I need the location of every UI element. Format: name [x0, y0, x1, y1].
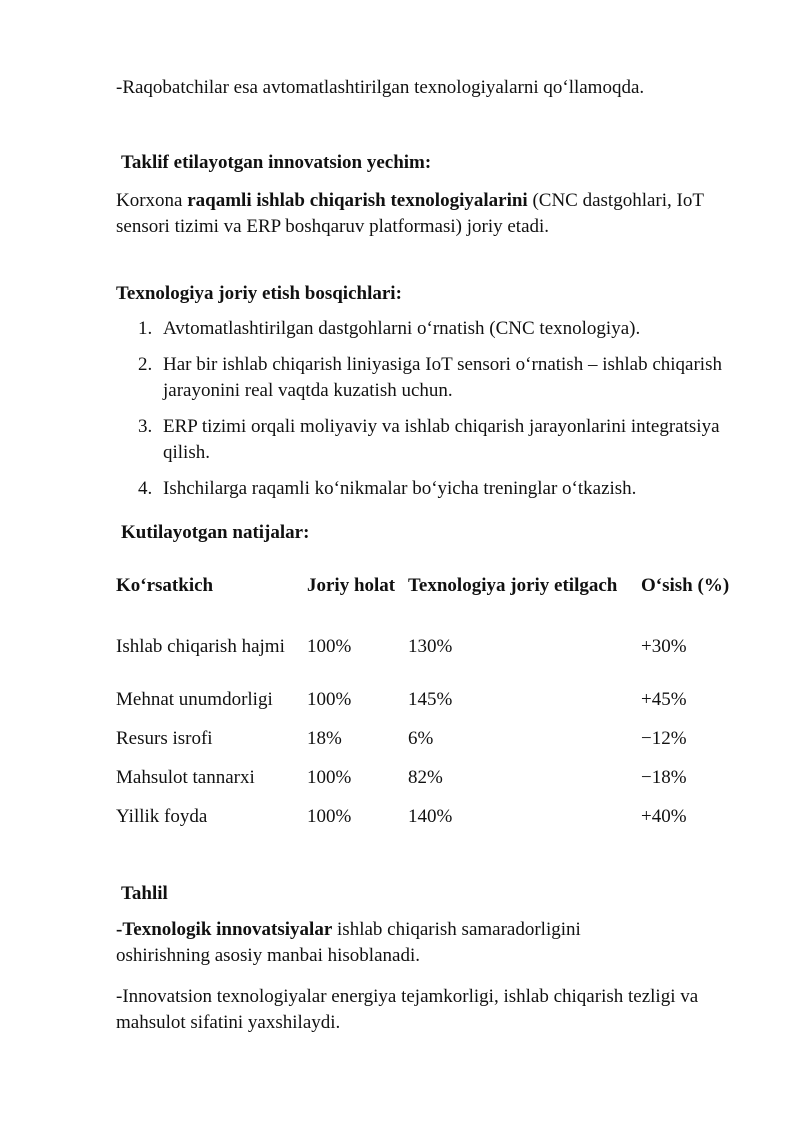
results-table [116, 558, 761, 836]
list-item [116, 352, 756, 404]
analysis-text-rest: ishlab chiqarish samaradorligini oshirishning asosiy manbai hisoblanadi. [116, 919, 581, 966]
table-row [116, 758, 761, 797]
results-heading: Kutilayotgan natijalar: [121, 522, 310, 543]
step-text: Har bir ishlab chiqarish liniyasiga IoT sensori o‘rnatish – ishlab chiqarish jarayonini real vaqtda kuzatish uchun. [163, 354, 722, 401]
steps-list [116, 316, 756, 512]
table-cell: Ishlab chiqarish hajmi [116, 636, 285, 657]
step-number: 1. [138, 318, 153, 339]
table-row [116, 680, 761, 719]
table-row [116, 614, 761, 680]
analysis-paragraph-1 [116, 917, 676, 969]
table-cell: 145% [408, 688, 453, 710]
list-item [116, 414, 756, 466]
analysis-heading: Tahlil [121, 883, 168, 904]
table-cell: +40% [641, 805, 687, 827]
table-cell: +30% [641, 636, 687, 657]
proposal-text-end: (CNC dastgohlari, IoT sensori tizimi va ERP boshqaruv platformasi) joriy etadi. [116, 190, 704, 237]
table-cell: 82% [408, 766, 443, 788]
step-text: Avtomatlashtirilgan dastgohlarni o‘rnatish (CNC texnologiya). [163, 318, 641, 339]
column-header: Ko‘rsatkich [116, 575, 214, 596]
table-header-row [116, 558, 761, 614]
table-cell: +45% [641, 688, 687, 710]
table-cell: Resurs isrofi [116, 727, 213, 749]
proposal-heading: Taklif etilayotgan innovatsion yechim: [121, 152, 432, 173]
step-text: ERP tizimi orqali moliyaviy va ishlab chiqarish jarayonlarini integratsiya qilish. [163, 416, 720, 463]
table-cell: 6% [408, 727, 434, 749]
analysis-text-bold: -Texnologik innovatsiyalar [116, 919, 333, 940]
column-header: Texnologiya joriy etilgach [408, 575, 618, 596]
proposal-paragraph [116, 188, 716, 240]
step-number: 4. [138, 478, 153, 499]
table-cell: 100% [307, 766, 352, 788]
column-header: O‘sish (%) [641, 575, 730, 596]
proposal-text-start: Korxona [116, 190, 188, 211]
table-cell: 130% [408, 636, 453, 657]
table-cell: Yillik foyda [116, 805, 208, 827]
list-item [116, 476, 756, 502]
table-cell: 100% [307, 636, 352, 657]
table-row [116, 797, 761, 836]
table-cell: 18% [307, 727, 342, 749]
step-number: 3. [138, 416, 153, 437]
table-cell: −12% [641, 727, 687, 749]
step-number: 2. [138, 354, 153, 375]
table-row [116, 719, 761, 758]
table-cell: Mehnat unumdorligi [116, 688, 273, 710]
analysis-paragraph-2: -Innovatsion texnologiyalar energiya tejamkorligi, ishlab chiqarish tezligi va mahsulot sifatini yaxshilaydi. [116, 986, 699, 1033]
step-text: Ishchilarga raqamli ko‘nikmalar bo‘yicha treninglar o‘tkazish. [163, 478, 637, 499]
column-header: Joriy holat [307, 575, 396, 596]
table-cell: 140% [408, 805, 453, 827]
steps-heading: Texnologiya joriy etish bosqichlari: [116, 283, 402, 304]
table-cell: Mahsulot tannarxi [116, 766, 255, 788]
table-cell: 100% [307, 805, 352, 827]
table-cell: 100% [307, 688, 352, 710]
intro-paragraph: -Raqobatchilar esa avtomatlashtirilgan texnologiyalarni qo‘llamoqda. [116, 77, 645, 98]
list-item [116, 316, 756, 342]
proposal-text-bold: raqamli ishlab chiqarish texnologiyalarini [187, 190, 528, 211]
table-cell: −18% [641, 766, 687, 788]
